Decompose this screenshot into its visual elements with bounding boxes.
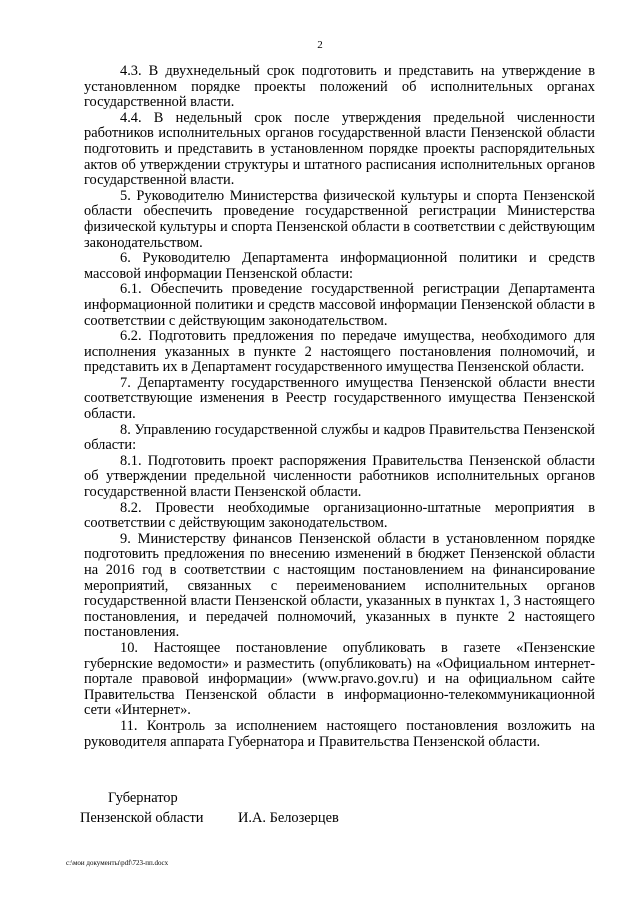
paragraph-5: 5. Руководителю Министерства физической культуры и спорта Пензенской области обеспечить проведение государственной регистрации Министерства физической культуры и спорта Пензенской области в соответствии с действующим законодательством. <box>84 187 595 251</box>
paragraph-6-2: 6.2. Подготовить предложения по передаче имущества, необходимого для исполнения указанных в пункте 2 настоящего постановления полномочий, и представить их в Департамент государственного имущества Пензенской области. <box>84 328 595 376</box>
paragraph-8-2: 8.2. Провести необходимые организационно-штатные мероприятия в соответствии с действующим законодательством. <box>84 499 595 532</box>
paragraph-10: 10. Настоящее постановление опубликовать в газете «Пензенские губернские ведомости» и разместить (опубликовать) на «Официальном интернет-портале правовой информации» (www.pravo.gov.ru) и на официальном сайте Правительства Пензенской области в информационно-телекоммуникационной сети «Интернет». <box>84 639 595 719</box>
paragraph-6-1: 6.1. Обеспечить проведение государственной регистрации Департамента информационной политики и средств массовой информации Пензенской области в соответствии с действующим законодательством. <box>84 281 595 329</box>
paragraph-4-3: 4.3. В двухнедельный срок подготовить и представить на утверждение в установленном порядке проекты положений об исполнительных органах государственной власти. <box>84 63 595 111</box>
file-path-footer: c:\мои документы\pdf\723-пп.docx <box>66 859 169 867</box>
paragraph-11: 11. Контроль за исполнением настоящего постановления возложить на руководителя аппарата Губернатора и Правительства Пензенской области. <box>84 717 595 750</box>
paragraph-8: 8. Управлению государственной службы и кадров Правительства Пензенской области: <box>84 421 595 454</box>
paragraph-9: 9. Министерству финансов Пензенской области в установленном порядке подготовить предложения по внесению изменений в бюджет Пензенской области на 2016 год в соответствии с настоящим постановлением на финансирование мероприятий, связанных с переименованием исполнительных органов государственной власти Пензенской области, указанных в пунктах 1, 3 настоящего постановления, и передачей полномочий, указанных в пункте 2 настоящего постановления. <box>84 530 595 641</box>
paragraph-7: 7. Департаменту государственного имущества Пензенской области внести соответствующие изменения в Реестр государственного имущества Пензенской области. <box>84 374 595 423</box>
paragraph-4-4: 4.4. В недельный срок после утверждения предельной численности работников исполнительных органов государственной власти Пензенской области подготовить и представить в установленном порядке проекты распорядительных актов об утверждении структуры и штатного расписания исполнительных органов государственной власти. <box>84 109 595 189</box>
signatory-title-line1: Губернатор <box>108 790 178 806</box>
paragraph-6: 6. Руководителю Департамента информационной политики и средств массовой информации Пензенской области: <box>84 250 595 282</box>
page-number: 2 <box>317 39 323 51</box>
signatory-title-line2: Пензенской области <box>80 810 204 826</box>
paragraph-8-1: 8.1. Подготовить проект распоряжения Правительства Пензенской области об утверждении предельной численности работников исполнительных органов государственной власти Пензенской области. <box>84 452 595 501</box>
signatory-name: И.А. Белозерцев <box>238 810 339 826</box>
document-body <box>84 64 595 750</box>
